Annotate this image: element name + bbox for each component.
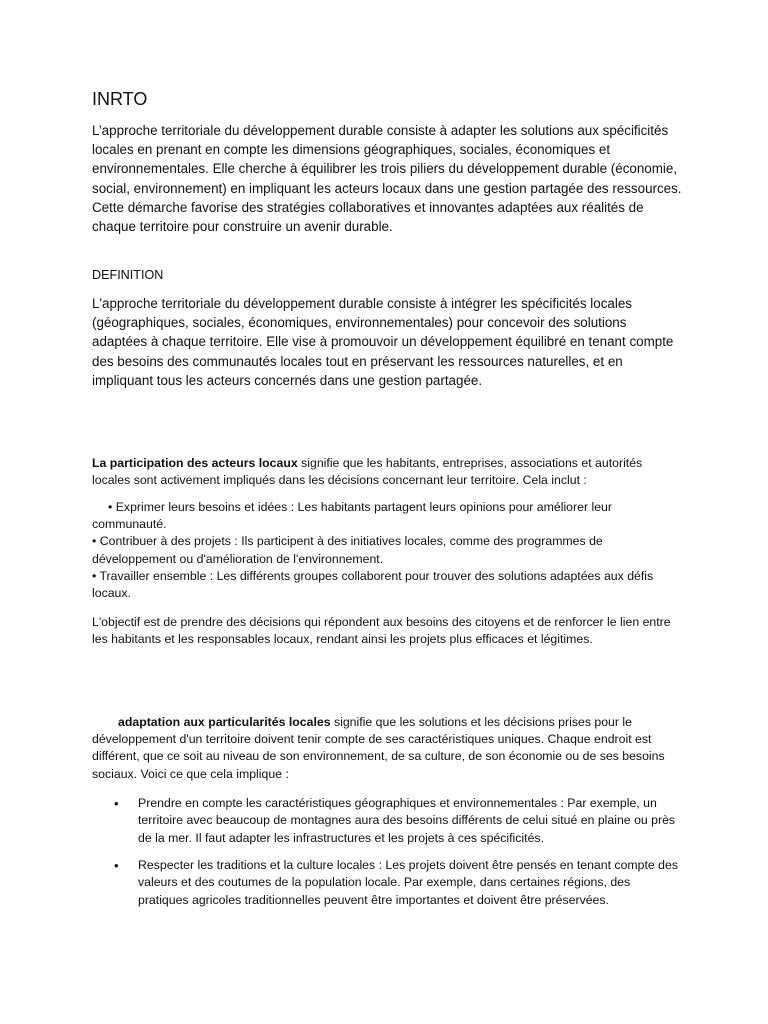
participation-list [92,499,682,602]
adaptation-list-2 [92,857,682,909]
list-item: • Exprimer leurs besoins et idées : Les habitants partagent leurs opinions pour améliorer leur communauté. [92,500,612,532]
participation-term: La participation des acteurs locaux [92,456,298,470]
adaptation-term: adaptation aux particularités locales [118,715,331,729]
bullet-icon: • [114,796,119,811]
bullet-icon: • [114,858,119,873]
participation-intro [92,455,682,489]
intro-paragraph: L’approche territoriale du développement durable consiste à adapter les solutions aux spécificités locales en prenant en compte les dimensions géographiques, sociales, économiques et environnementales. Elle cherche à équilibrer les trois piliers du développement durable (économie, social, environnement) en impliquant les acteurs locaux dans une gestion partagée des ressources. Cette démarche favorise des stratégies collaboratives et innovantes adaptées aux réalités de chaque territoire pour construire un avenir durable. [92,123,682,235]
definition-label: DEFINITION [92,268,164,282]
list-item-text: Prendre en compte les caractéristiques géographiques et environnementales : Par exemple, un territoire avec beaucoup de montagnes aura des besoins différents de celui situé en plaine ou près de la mer. Il faut adapter les infrastructures et les projets à ces spécificités. [138,796,676,845]
list-item-text: Respecter les traditions et la culture locales : Les projets doivent être pensés en tenant compte des valeurs et des coutumes de la population locale. Par exemple, dans certaines régions, des pratiques agricoles traditionnelles peuvent être importantes et doivent être préservées. [138,858,679,907]
adaptation-intro [92,714,682,783]
participation-text: signifie que les habitants, entreprises, associations et autorités locales sont activement impliqués dans les décisions concernant leur territoire. Cela inclut : [92,456,643,488]
adaptation-list [92,795,682,847]
list-item [92,795,682,847]
list-item: • Travailler ensemble : Les différents groupes collaborent pour trouver des solutions adaptées aux défis locaux. [92,568,654,601]
definition-paragraph: L'approche territoriale du développement durable consiste à intégrer les spécificités locales (géographiques, sociales, économiques, environnementales) pour concevoir des solutions adaptées à chaque territoire. Elle vise à promouvoir un développement équilibré en tenant compte des besoins des communautés locales tout en préservant les ressources naturelles, et en impliquant tous les acteurs concernés dans une gestion partagée. [92,296,674,388]
page-title: INRTO [92,89,148,109]
list-item: • Contribuer à des projets : Ils participent à des initiatives locales, comme des programmes de développement ou d'amélioration de l'environnement. [92,534,603,566]
participation-conclusion: L'objectif est de prendre des décisions qui répondent aux besoins des citoyens et de renforcer le lien entre les habitants et les responsables locaux, rendant ainsi les projets plus efficaces et légitimes. [92,615,671,647]
list-item [92,857,682,909]
adaptation-text: signifie que les solutions et les décisions prises pour le développement d'un territoire doivent tenir compte de ses caractéristiques uniques. Chaque endroit est différent, que ce soit au niveau de son environnement, de sa culture, de son économie ou de ses besoins sociaux. Voici ce que cela implique : [92,715,665,781]
